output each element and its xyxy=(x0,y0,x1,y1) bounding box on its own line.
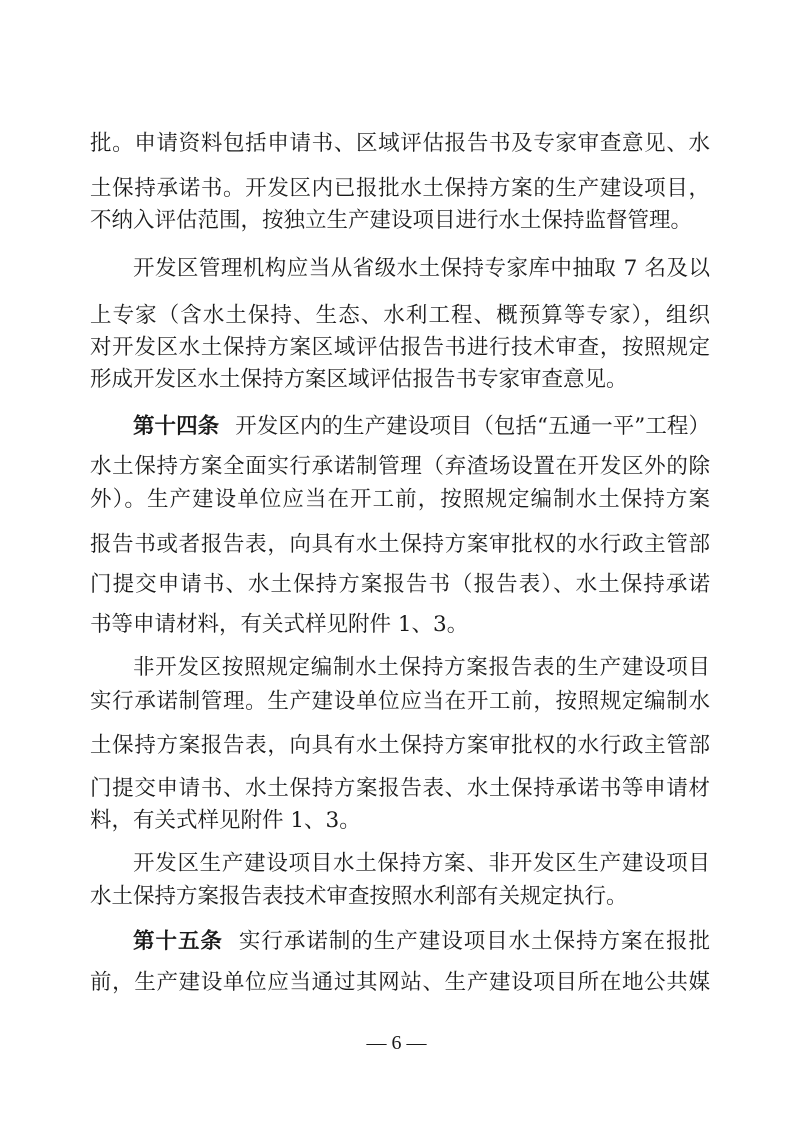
article-14-line xyxy=(133,412,710,442)
text-line: 不纳入评估范围，按独立生产建设项目进行水土保持监督管理。 xyxy=(90,208,693,233)
article-15-heading: 第十五条 xyxy=(133,929,223,954)
text-line: 书等申请材料，有关式样见附件 1、3。 xyxy=(90,612,469,637)
text-line: 水土保持方案报告表技术审查按照水利部有关规定执行。 xyxy=(90,884,628,909)
text-line: 水土保持方案全面实行承诺制管理（弃渣场设置在开发区外的除 xyxy=(90,454,710,479)
text-line: 对开发区水土保持方案区域评估报告书进行技术审查，按照规定 xyxy=(90,335,710,360)
text-line: 外）。生产建设单位应当在开工前，按照规定编制水土保持方案 xyxy=(90,487,710,512)
paragraph-start: 开发区生产建设项目水土保持方案、非开发区生产建设项目 xyxy=(133,851,710,876)
text-line: 土保持方案报告表，向具有水土保持方案审批权的水行政主管部 xyxy=(90,733,710,758)
text-line: 形成开发区水土保持方案区域评估报告书专家审查意见。 xyxy=(90,367,628,392)
text-line: 土保持承诺书。开发区内已报批水土保持方案的生产建设项目， xyxy=(90,176,710,201)
page-number: — 6 — xyxy=(366,1032,427,1054)
article-14-text: 开发区内的生产建设项目（包括“五通一平”工程） xyxy=(235,414,710,439)
article-15-text: 实行承诺制的生产建设项目水土保持方案在报批 xyxy=(238,929,710,954)
text-line: 门提交申请书、水土保持方案报告表、水土保持承诺书等申请材 xyxy=(90,776,710,801)
text-line: 实行承诺制管理。生产建设单位应当在开工前，按照规定编制水 xyxy=(90,689,710,714)
text-line: 门提交申请书、水土保持方案报告书（报告表）、水土保持承诺 xyxy=(90,572,710,597)
text-line: 料，有关式样见附件 1、3。 xyxy=(90,808,361,833)
text-line: 上专家（含水土保持、生态、水利工程、概预算等专家），组织 xyxy=(90,303,710,328)
paragraph-start: 非开发区按照规定编制水土保持方案报告表的生产建设项目 xyxy=(133,655,710,680)
text-line: 前，生产建设单位应当通过其网站、生产建设项目所在地公共媒 xyxy=(90,970,710,995)
article-14-heading: 第十四条 xyxy=(133,414,220,439)
text-line: 批。申请资料包括申请书、区域评估报告书及专家审查意见、水 xyxy=(90,131,710,156)
text-line: 报告书或者报告表，向具有水土保持方案审批权的水行政主管部 xyxy=(90,532,710,557)
paragraph-start: 开发区管理机构应当从省级水土保持专家库中抽取 7 名及以 xyxy=(133,256,710,281)
article-15-line xyxy=(133,927,710,957)
